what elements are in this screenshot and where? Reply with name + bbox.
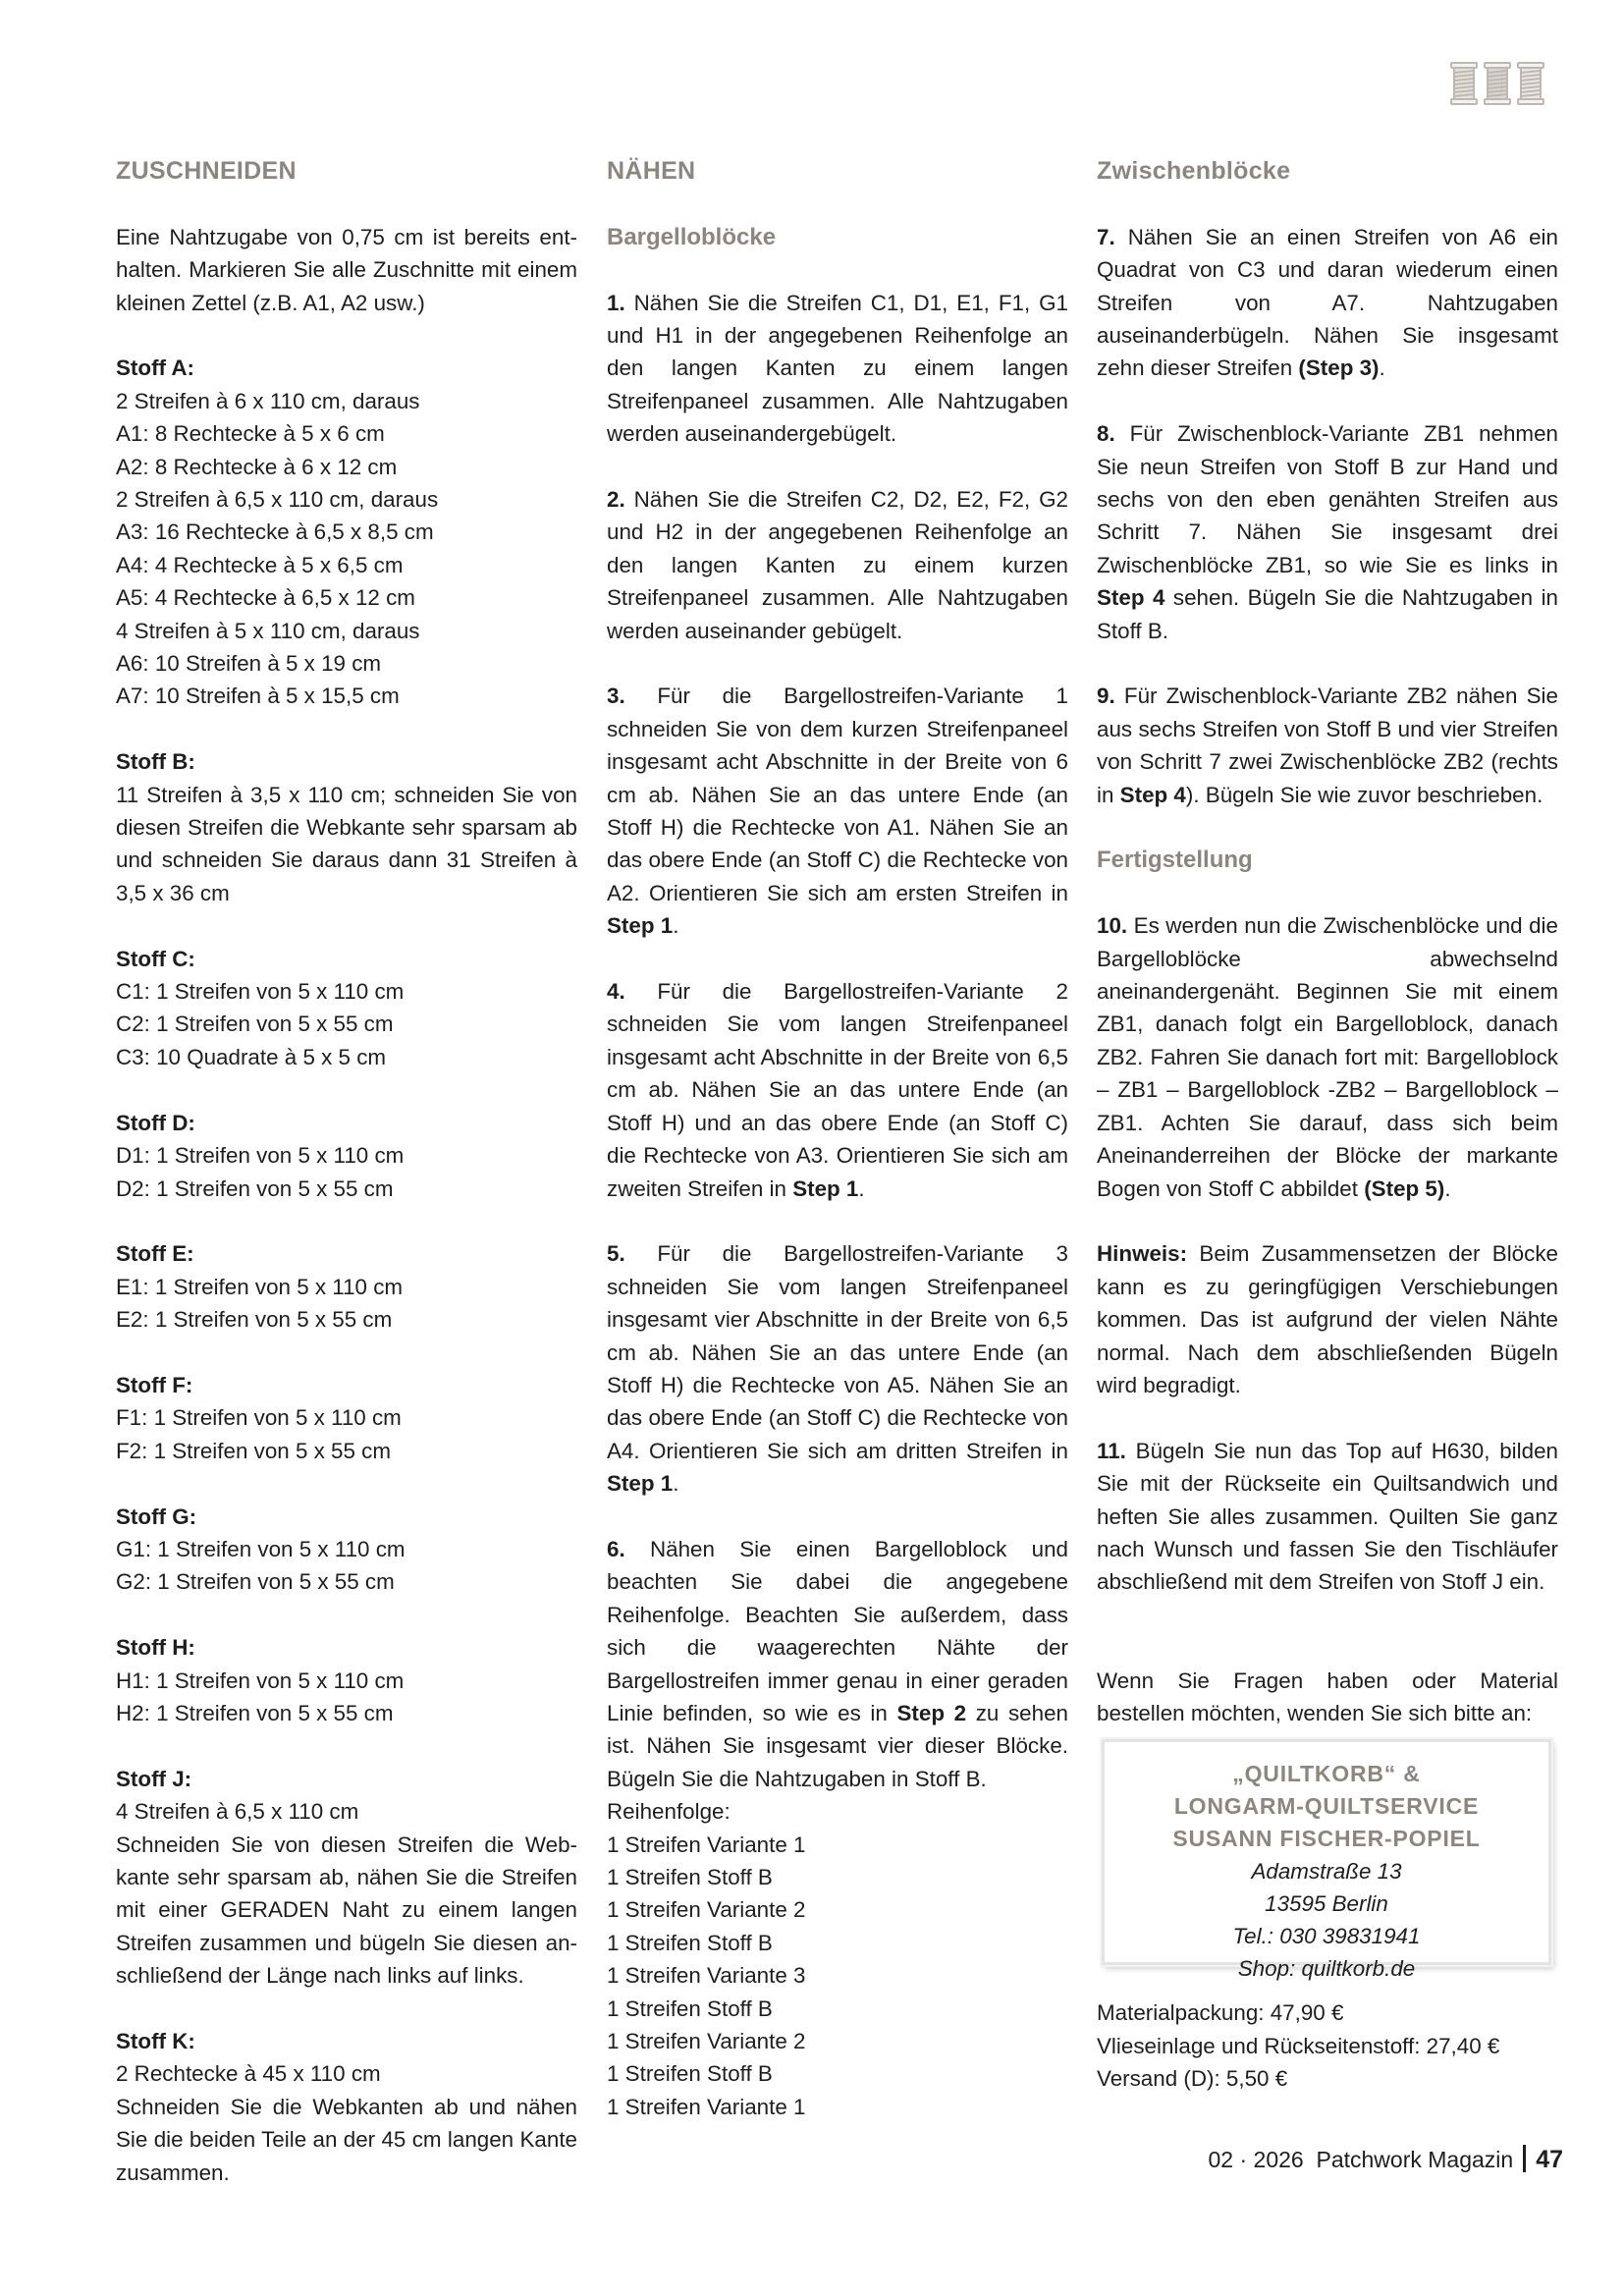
fabric-block [116,2025,577,2189]
order-item: 1 Streifen Stoff B [607,1930,773,1955]
fabric-block [116,745,577,909]
step-reference: (Step 3) [1298,355,1380,381]
fabric-block [116,1631,577,1729]
subheading-bargelloblocke: Bargelloblöcke [607,223,777,250]
fabric-name: Stoff B: [116,749,195,775]
step-paragraph [1097,1237,1558,1401]
fabric-block [116,1237,577,1336]
step-tail: . [1444,1175,1451,1201]
fabric-line: 4 Streifen à 6,5 x 110 cm [116,1799,359,1825]
fabric-line: 2 Rechtecke à 45 x 110 cm [116,2061,381,2087]
contact-street: Adamstraße 13 [1251,1859,1402,1885]
fabric-line: H1: 1 Streifen von 5 x 110 cm [116,1667,405,1693]
fabric-name: Stoff H: [116,1635,195,1661]
step-reference: Step 1 [792,1175,859,1201]
step-text: Für Zwischenblock-Variante ZB2 nähen Sie aus sechs Streifen von Stoff B und vier Streifen von Schritt 7 zwei Zwischenblöcke ZB2 (rechts in [1097,683,1558,807]
issue-number: 02 · 2026 [1208,2147,1304,2172]
step-number: 1. [607,290,625,315]
fabric-line: C1: 1 Streifen von 5 x 110 cm [116,979,405,1005]
step-paragraph [1097,417,1558,647]
step-reference: Step 1 [607,913,674,939]
fabric-line: F1: 1 Streifen von 5 x 110 cm [116,1405,402,1431]
step-text: Bügeln Sie nun das Top auf H630, bilden Sie mit der Rückseite ein Quiltsandwich und heften Sie alles zusammen. Quilten Sie ganz nach Wunsch und fassen Sie den Tischläufer abschließend mit dem Streifen von Stoff J ein. [1097,1438,1558,1595]
step-number: 2. [607,487,625,512]
step-text: Für die Bargellostreifen-Variante 1 schneiden Sie von dem kurzen Streifenpaneel insgesamt acht Abschnitte in der Breite von 6 cm ab. Nähen Sie an das untere Ende (an Stoff H) die Rechtecke von A1. Nähen Sie an das obere Ende (an Stoff C) die Rechtecke von A2. Orientieren Sie sich am ersten Streifen in [607,683,1068,905]
step-text: Nähen Sie an einen Streifen von A6 ein Quadrat von C3 und daran wiederum einen Streifen von A7. Nahtzugaben auseinanderbügeln. Nähen Sie insgesamt zehn dieser Streifen [1097,224,1558,381]
fabric-block [116,943,577,1074]
contact-shop-name: „QUILTKORB“ & [1232,1761,1421,1787]
fabric-line: C2: 1 Streifen von 5 x 55 cm [116,1011,394,1037]
fabric-name: Stoff A: [116,355,194,381]
order-item: 1 Streifen Variante 2 [607,2029,806,2054]
step-text: Für die Bargellostreifen-Variante 2 schneiden Sie vom langen Streifenpaneel insgesamt acht Abschnitte in der Breite von 6,5 cm ab. Nähen Sie an das untere Ende (an Stoff H) und an das obere Ende (an Stoff C) die Rechtecke von A3. Orientieren Sie sich am zweiten Streifen in [607,979,1068,1201]
order-item: 1 Streifen Stoff B [607,1995,773,2021]
fabric-line: 2 Streifen à 6 x 110 cm, daraus [116,388,420,413]
order-item: 1 Streifen Variante 2 [607,1897,806,1923]
step-number: 4. [607,979,625,1005]
fabric-line: A6: 10 Streifen à 5 x 19 cm [116,651,382,677]
fabric-block [116,352,577,712]
fabric-block [116,1107,577,1205]
step-reference: Step 1 [607,1471,674,1497]
step-text: Für die Bargellostreifen-Variante 3 schneiden Sie vom langen Streifenpaneel insgesamt vier Abschnitte in der Breite von 6,5 cm ab. Nähen Sie an das untere Ende (an Stoff H) die Rechtecke von A5. Nähen Sie an das obere Ende (an Stoff C) die Rechtecke von A4. Orientieren Sie sich am dritten Streifen in [607,1241,1068,1463]
page-footer [1209,2145,1564,2174]
fabric-line: A4: 4 Rechtecke à 5 x 6,5 cm [116,552,404,577]
step-text: Nähen Sie einen Bargelloblock und beachten Sie dabei die angegebene Reihenfolge. Beachten Sie außerdem, dass sich die waagerechten Nähte der Bargellostreifen immer genau in einer geraden Linie befinden, so wie es in [607,1536,1068,1725]
step-paragraph [1097,221,1558,385]
intro-line: Eine Nahtzugabe von 0,75 cm ist bereits ent- [116,224,577,249]
price-material: Materialpackung: 47,90 € [1097,2000,1344,2026]
fabric-name: Stoff E: [116,1241,194,1267]
page-number: 47 [1536,2146,1563,2173]
step-text: Nähen Sie die Streifen C1, D1, E1, F1, G1 und H1 in der angegebenen Reihenfolge an den langen Kanten zu einem langen Streifenpaneel zusammen. Alle Nahtzugaben werden auseinandergebügelt. [607,290,1068,447]
magazine-name: Patchwork Magazin [1316,2147,1514,2172]
step-tail: sehen. Bügeln Sie die Nahtzugaben in Stoff B. [1097,585,1558,643]
thread-spools-icon [1448,61,1546,106]
step-paragraph [1097,680,1558,811]
fabric-line: A2: 8 Rechtecke à 6 x 12 cm [116,454,398,479]
fabric-block [116,1369,577,1467]
step-paragraph [607,287,1068,451]
fabric-line: A5: 4 Rechtecke à 6,5 x 12 cm [116,585,415,611]
fabric-line: Schneiden Sie von diesen Streifen die Web- [116,1831,577,1857]
fabric-line: F2: 1 Streifen von 5 x 55 cm [116,1438,392,1463]
fabric-line: E2: 1 Streifen von 5 x 55 cm [116,1307,393,1333]
step-number: Hinweis: [1097,1241,1188,1267]
fabric-name: Stoff G: [116,1503,197,1529]
contact-person-name: SUSANN FISCHER-POPIEL [1172,1826,1481,1852]
fabric-line: Sie die beiden Teile an der 45 cm langen Kante [116,2127,577,2153]
fabric-line: diesen Streifen die Webkante sehr sparsam ab [116,815,577,841]
fabric-name: Stoff C: [116,946,195,971]
fabric-line: D1: 1 Streifen von 5 x 110 cm [116,1143,405,1169]
subheading-fertigstellung: Fertigstellung [1097,847,1253,874]
section-heading-zwischenbloecke: Zwischenblöcke [1097,157,1291,185]
fabric-name: Stoff D: [116,1110,195,1135]
fabric-line: schließend der Länge nach links auf links. [116,1963,524,1989]
contact-service-name: LONGARM-QUILTSERVICE [1173,1793,1480,1820]
price-shipping: Versand (D): 5,50 € [1097,2066,1288,2092]
order-list [607,1795,1068,2123]
order-item: 1 Streifen Variante 1 [607,2094,806,2119]
footer-divider [1523,2145,1526,2172]
step-number: 9. [1097,683,1115,709]
fabric-line: G2: 1 Streifen von 5 x 55 cm [116,1569,395,1595]
contact-box [1102,1739,1551,1982]
fabric-list [116,352,577,2189]
price-batting: Vlieseinlage und Rückseitenstoff: 27,40 € [1097,2033,1500,2058]
fabric-name: Stoff J: [116,1766,192,1791]
step-text: Nähen Sie die Streifen C2, D2, E2, F2, G2 und H2 in der angegebenen Reihenfolge an den langen Kanten zu einem kurzen Streifenpaneel zusammen. Alle Nahtzugaben werden auseinander gebügelt. [607,487,1068,643]
order-item: 1 Streifen Variante 3 [607,1963,806,1989]
fabric-line: D2: 1 Streifen von 5 x 55 cm [116,1175,394,1201]
fabric-line: 4 Streifen à 5 x 110 cm, daraus [116,618,420,643]
step-text: Es werden nun die Zwischenblöcke und die Bargelloblöcke abwechselnd aneinandergenäht. Beginnen Sie mit einem ZB1, danach folgt ein Bargelloblock, danach ZB2. Fahren Sie danach fort mit: Bargelloblock – ZB1 – Bargelloblock -ZB2 – Bargelloblock – ZB1. Achten Sie darauf, dass sich beim Aneinanderreihen der Blöcke der markante Bogen von Stoff C abbildet [1097,913,1558,1201]
step-tail: . [673,1471,679,1497]
step-reference: Step 4 [1119,782,1186,807]
intro-paragraph [116,221,577,319]
step-tail: zu sehen ist. Nähen Sie insgesamt vier dieser Blöcke. Bügeln Sie die Nahtzugaben in Stoff B. [607,1700,1068,1791]
fabric-line: G1: 1 Streifen von 5 x 110 cm [116,1536,406,1561]
step-tail: . [1379,355,1385,381]
steps-list [607,287,1068,1796]
steps-list [1097,909,1558,1599]
intro-line: halten. Markieren Sie alle Zuschnitte mit einem [116,257,577,283]
fabric-line: A3: 16 Rechtecke à 6,5 x 8,5 cm [116,519,434,545]
order-label: Reihenfolge: [607,1799,731,1825]
fabric-line: und schneiden Sie daraus dann 31 Streifen à [116,847,577,873]
step-tail: . [673,913,679,939]
steps-list [1097,221,1558,811]
step-text: Beim Zusammensetzen der Blöcke kann es zu geringfügigen Verschiebungen kommen. Das ist aufgrund der vielen Nähte normal. Nach dem abschließenden Bügeln wird begradigt. [1097,1241,1558,1397]
step-paragraph [1097,909,1558,1205]
order-item: 1 Streifen Stoff B [607,1865,773,1889]
step-tail: . [858,1175,865,1201]
step-tail: ). Bügeln Sie wie zuvor beschrieben. [1185,782,1543,807]
column-zwischenbloecke [1097,155,1558,2096]
fabric-line: A1: 8 Rechtecke à 5 x 6 cm [116,421,385,447]
column-zuschneiden [116,155,577,2221]
section-heading-zuschneiden: ZUSCHNEIDEN [116,157,297,185]
fabric-block [116,1763,577,1993]
fabric-line: Schneiden Sie die Webkanten ab und nähen [116,2094,577,2119]
contact-city: 13595 Berlin [1265,1891,1388,1917]
order-item: 1 Streifen Stoff B [607,2061,773,2087]
fabric-line: kante sehr sparsam ab, nähen Sie die Streifen [116,1864,577,1889]
step-paragraph [607,1237,1068,1500]
intro-line: kleinen Zettel (z.B. A1, A2 usw.) [116,290,425,315]
fabric-line: mit einer GERADEN Naht zu einem langen [116,1897,577,1923]
fabric-block [116,1501,577,1599]
section-heading-naehen: NÄHEN [607,157,696,185]
step-number: 6. [607,1536,625,1561]
order-item: 1 Streifen Variante 1 [607,1831,806,1857]
step-reference: Step 2 [896,1700,967,1725]
fabric-line: E1: 1 Streifen von 5 x 110 cm [116,1274,404,1299]
step-paragraph [1097,1435,1558,1599]
step-number: 8. [1097,421,1115,447]
fabric-name: Stoff K: [116,2028,195,2053]
step-number: 5. [607,1241,625,1267]
step-reference: (Step 5) [1364,1175,1445,1201]
column-naehen [607,155,1068,2123]
fabric-line: H2: 1 Streifen von 5 x 55 cm [116,1700,394,1725]
step-paragraph [607,483,1068,647]
fabric-name: Stoff F: [116,1372,193,1397]
fabric-line: 2 Streifen à 6,5 x 110 cm, daraus [116,487,439,513]
fabric-line: C3: 10 Quadrate à 5 x 5 cm [116,1044,387,1069]
fabric-line: A7: 10 Streifen à 5 x 15,5 cm [116,683,400,709]
step-number: 3. [607,683,625,709]
step-text: Für Zwischenblock-Variante ZB1 nehmen Sie neun Streifen von Stoff B zur Hand und sechs von den eben genähten Streifen aus Schritt 7. Nähen Sie insgesamt drei Zwischenblöcke ZB1, so wie Sie es links in [1097,421,1558,577]
fabric-line: 11 Streifen à 3,5 x 110 cm; schneiden Sie von [116,782,577,807]
fabric-line: 3,5 x 36 cm [116,880,230,905]
contact-intro: Wenn Sie Fragen haben oder Material bestellen möchten, wenden Sie sich bitte an: [1097,1667,1558,1725]
step-paragraph [607,680,1068,942]
step-number: 10. [1097,913,1128,939]
step-reference: Step 4 [1097,585,1165,611]
contact-shop-url[interactable]: Shop: quiltkorb.de [1237,1956,1416,1982]
price-list [1097,1996,1558,2095]
step-paragraph [607,975,1068,1205]
step-paragraph [607,1533,1068,1795]
fabric-line: zusammen. [116,2159,230,2185]
fabric-line: Streifen zusammen und bügeln Sie diesen an- [116,1930,577,1955]
step-number: 7. [1097,224,1115,249]
step-number: 11. [1097,1438,1126,1463]
contact-phone[interactable]: Tel.: 030 39831941 [1232,1924,1421,1949]
